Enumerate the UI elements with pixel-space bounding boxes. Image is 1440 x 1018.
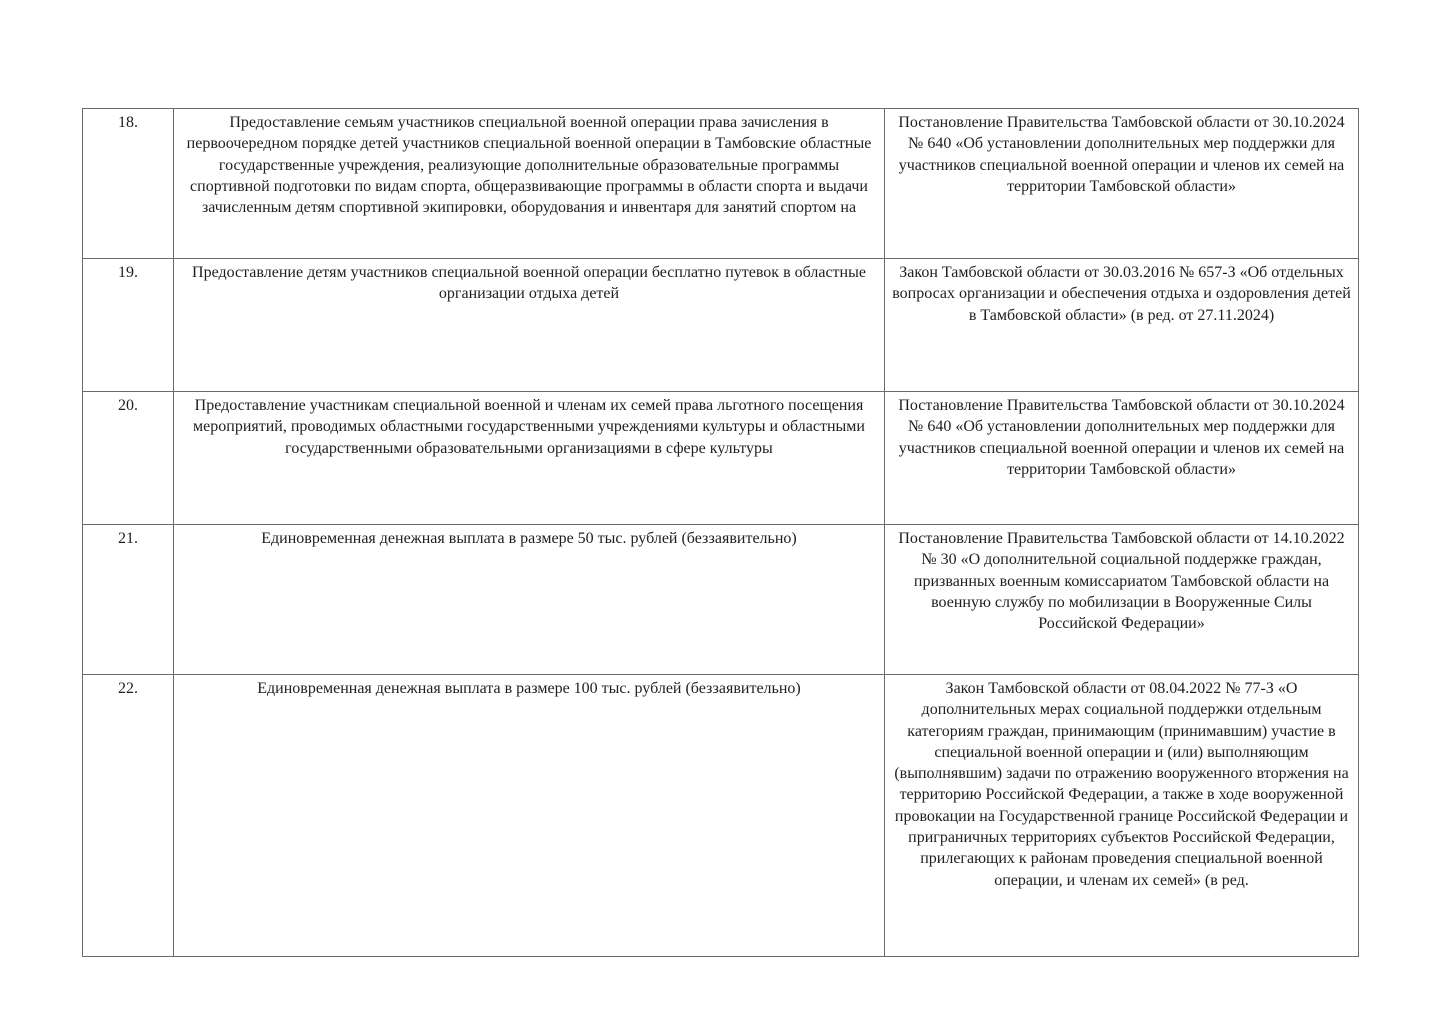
legal-basis: Закон Тамбовской области от 08.04.2022 № 77-З «О дополнительных мерах социальной поддержки отдельным категориям граждан, принимающим (принимавшим) участие в специальной военной операции и (или) выполняющим (выполнявшим) задачи по отражению вооруженного вторжения на территорию Российской Федерации, а также в ходе вооруженной провокации на Государственной границе Российской Федерации и приграничных территориях субъектов Российской Федерации, прилегающих к районам проведения специальной военной операции, и членам их семей» (в ред. [885, 675, 1359, 957]
measure-description: Единовременная денежная выплата в размере 50 тыс. рублей (беззаявительно) [174, 525, 885, 675]
table-row [83, 109, 1359, 259]
measure-description: Единовременная денежная выплата в размере 100 тыс. рублей (беззаявительно) [174, 675, 885, 957]
measure-description: Предоставление детям участников специальной военной операции бесплатно путевок в областные организации отдыха детей [174, 259, 885, 392]
legal-basis: Постановление Правительства Тамбовской области от 30.10.2024 № 640 «Об установлении дополнительных мер поддержки для участников специальной военной операции и членов их семей на территории Тамбовской области» [885, 109, 1359, 259]
measures-table [82, 108, 1359, 957]
measure-description: Предоставление семьям участников специальной военной операции права зачисления в первоочередном порядке детей участников специальной военной операции в Тамбовские областные государственные учреждения, реализующие дополнительные образовательные программы спортивной подготовки по видам спорта, общеразвивающие программы в области спорта и выдачи зачисленным детям спортивной экипировки, оборудования и инвентаря для занятий спортом на [174, 109, 885, 259]
legal-basis: Постановление Правительства Тамбовской области от 30.10.2024 № 640 «Об установлении дополнительных мер поддержки для участников специальной военной операции и членов их семей на территории Тамбовской области» [885, 392, 1359, 525]
measure-description: Предоставление участникам специальной военной и членам их семей права льготного посещения мероприятий, проводимых областными государственными учреждениями культуры и областными государственными образовательными организациями в сфере культуры [174, 392, 885, 525]
table-row [83, 675, 1359, 957]
legal-basis: Закон Тамбовской области от 30.03.2016 № 657-З «Об отдельных вопросах организации и обеспечения отдыха и оздоровления детей в Тамбовской области» (в ред. от 27.11.2024) [885, 259, 1359, 392]
row-number: 22. [83, 675, 174, 957]
table-row [83, 525, 1359, 675]
row-number: 18. [83, 109, 174, 259]
table-row [83, 259, 1359, 392]
legal-basis: Постановление Правительства Тамбовской области от 14.10.2022 № 30 «О дополнительной социальной поддержке граждан, призванных военным комиссариатом Тамбовской области на военную службу по мобилизации в Вооруженные Силы Российской Федерации» [885, 525, 1359, 675]
table-row [83, 392, 1359, 525]
row-number: 19. [83, 259, 174, 392]
row-number: 20. [83, 392, 174, 525]
row-number: 21. [83, 525, 174, 675]
